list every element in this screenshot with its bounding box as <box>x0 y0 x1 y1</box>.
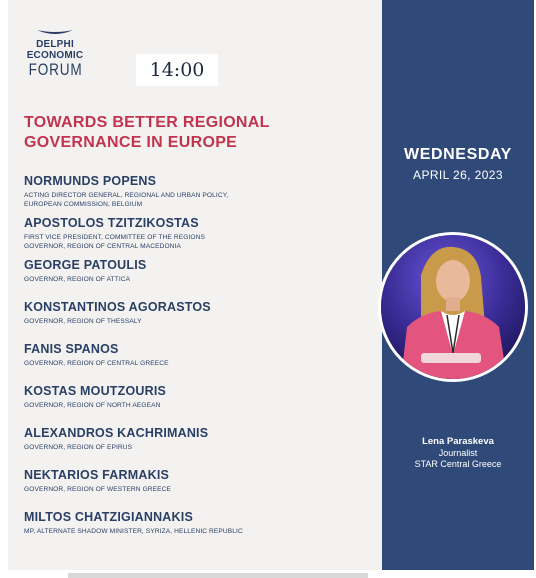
speaker-role-line: FIRST VICE PRESIDENT, COMMITTEE OF THE REGIONS <box>24 234 205 241</box>
bottom-edge-strip <box>68 573 368 578</box>
speaker-item <box>24 300 374 342</box>
speaker-name: NEKTARIOS FARMAKIS <box>24 468 170 482</box>
logo-line-3: FORUM <box>28 60 83 79</box>
speaker-role: MP, ALTERNATE SHADOW MINISTER, SYRIZA, HELLENIC REPUBLIC <box>24 528 243 535</box>
event-date <box>382 145 534 183</box>
speaker-role-line: ACTING DIRECTOR GENERAL, REGIONAL AND URBAN POLICY, <box>24 192 229 199</box>
session-title-line-2: GOVERNANCE IN EUROPE <box>24 134 238 151</box>
logo-line-2: ECONOMIC <box>26 50 84 61</box>
speaker-name: FANIS SPANOS <box>24 342 119 356</box>
speaker-role: GOVERNOR, REGION OF EPIRUS <box>24 444 133 451</box>
event-weekday: WEDNESDAY <box>404 146 512 163</box>
speaker-item <box>24 510 374 552</box>
speaker-role: GOVERNOR, REGION OF NORTH AEGEAN <box>24 402 161 409</box>
moderator-organization: STAR Central Greece <box>414 459 502 469</box>
speaker-item <box>24 384 374 426</box>
speaker-name: ALEXANDROS KACHRIMANIS <box>24 426 209 440</box>
speaker-role <box>24 191 374 209</box>
speaker-role-line: GOVERNOR, REGION OF CENTRAL MACEDONIA <box>24 243 181 250</box>
logo-swoosh-icon <box>35 28 75 37</box>
session-title-line-1: TOWARDS BETTER REGIONAL <box>24 114 270 131</box>
speaker-role-line: EUROPEAN COMMISSION, BELGIUM <box>24 201 143 208</box>
moderator-name: Lena Paraskeva <box>422 436 494 447</box>
speaker-role: GOVERNOR, REGION OF CENTRAL GREECE <box>24 360 169 367</box>
event-poster <box>8 0 534 570</box>
moderator-photo <box>378 232 528 382</box>
speaker-role: GOVERNOR, REGION OF ATTICA <box>24 276 131 283</box>
speaker-item <box>24 426 374 468</box>
speaker-item <box>24 342 374 384</box>
date-moderator-panel <box>382 0 534 570</box>
speaker-item <box>24 174 374 216</box>
moderator-info <box>382 436 534 470</box>
speaker-role: GOVERNOR, REGION OF THESSALY <box>24 318 142 325</box>
session-title <box>24 113 324 153</box>
speaker-name: NORMUNDS POPENS <box>24 174 157 188</box>
logo-line-1: DELPHI <box>36 39 74 50</box>
agenda-panel <box>8 0 382 570</box>
speaker-name: APOSTOLOS TZITZIKOSTAS <box>24 216 199 230</box>
speaker-name: GEORGE PATOULIS <box>24 258 147 272</box>
speaker-role: GOVERNOR, REGION OF WESTERN GREECE <box>24 486 172 493</box>
moderator-portrait-image <box>381 235 525 379</box>
session-time: 14:00 <box>136 54 218 86</box>
speaker-name: KOSTAS MOUTZOURIS <box>24 384 167 398</box>
speaker-role <box>24 233 374 251</box>
speaker-name: KONSTANTINOS AGORASTOS <box>24 300 211 314</box>
moderator-title: Journalist <box>438 448 478 458</box>
speaker-list <box>24 174 374 552</box>
delphi-economic-forum-logo <box>22 28 88 79</box>
speaker-item <box>24 216 374 258</box>
speaker-item <box>24 468 374 510</box>
speaker-name: MILTOS CHATZIGIANNAKIS <box>24 510 193 524</box>
event-date-text: APRIL 26, 2023 <box>413 168 503 182</box>
speaker-item <box>24 258 374 300</box>
